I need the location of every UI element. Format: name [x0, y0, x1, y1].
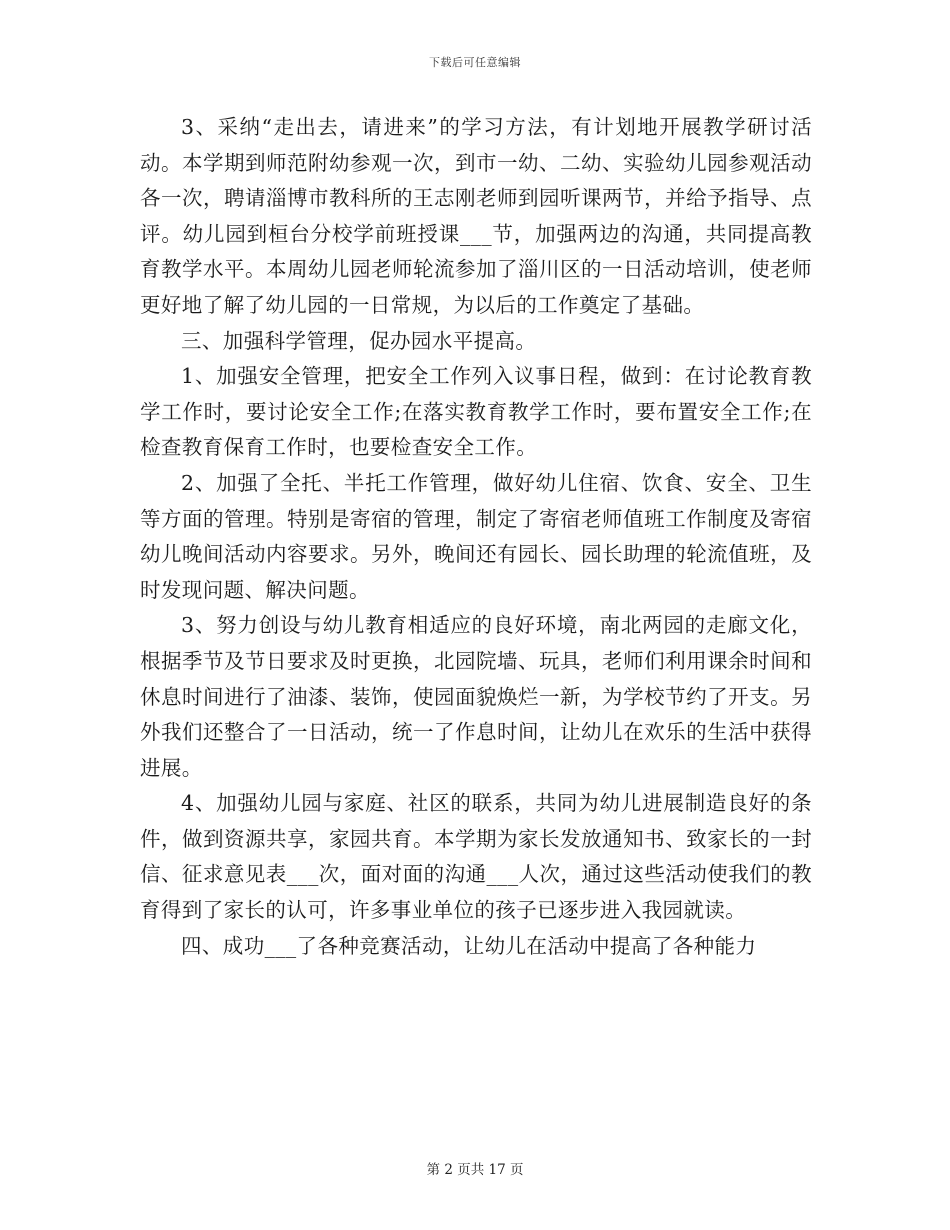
paragraph-boarding-management: 2、加强了全托、半托工作管理，做好幼儿住宿、饮食、安全、卫生等方面的管理。特别是寄宿的管理，制定了寄宿老师值班工作制度及寄宿幼儿晚间活动内容要求。另外，晚间还有园长、园长助理的轮流值班，及时发现问题、解决问题。 [140, 470, 812, 602]
page-footer: 第 2 页共 17 页 [426, 1162, 524, 1178]
paragraph-safety-management: 1、加强安全管理，把安全工作列入议事日程，做到：在讨论教育教学工作时，要讨论安全工作;在落实教育教学工作时，要布置安全工作;在检查教育保育工作时，也要检查安全工作。 [140, 364, 812, 460]
paragraph-family-community: 4、加强幼儿园与家庭、社区的联系，共同为幼儿进展制造良好的条件，做到资源共享，家园共育。本学期为家长发放通知书、致家长的一封信、征求意见表___次，面对面的沟通___人次，通过这些活动使我们的教育得到了家长的认可，许多事业单位的孩子已逐步进入我园就读。 [140, 791, 812, 923]
document-body [140, 110, 812, 964]
paragraph-environment: 3、努力创设与幼儿教育相适应的良好环境，南北两园的走廊文化，根据季节及节日要求及时更换，北园院墙、玩具，老师们利用课余时间和休息时间进行了油漆、装饰，使园面貌焕烂一新，为学校节约了开支。另外我们还整合了一日活动，统一了作息时间，让幼儿在欢乐的生活中获得进展。 [140, 613, 812, 780]
paragraph-teaching-research: 3、采纳“走出去，请进来”的学习方法，有计划地开展教学研讨活动。本学期到师范附幼参观一次，到市一幼、二幼、实验幼儿园参观活动各一次，聘请淄博市教科所的王志刚老师到园听课两节，并给予指导、点评。幼儿园到桓台分校学前班授课___节，加强两边的沟通，共同提高教育教学水平。本周幼儿园老师轮流参加了淄川区的一日活动培训，使老师更好地了解了幼儿园的一日常规，为以后的工作奠定了基础。 [140, 115, 812, 317]
page-header: 下载后可任意编辑 [429, 56, 521, 69]
section-heading-management: 三、加强科学管理，促办园水平提高。 [181, 328, 537, 353]
section-heading-competitions: 四、成功___了各种竞赛活动，让幼儿在活动中提高了各种能力 [181, 933, 757, 958]
